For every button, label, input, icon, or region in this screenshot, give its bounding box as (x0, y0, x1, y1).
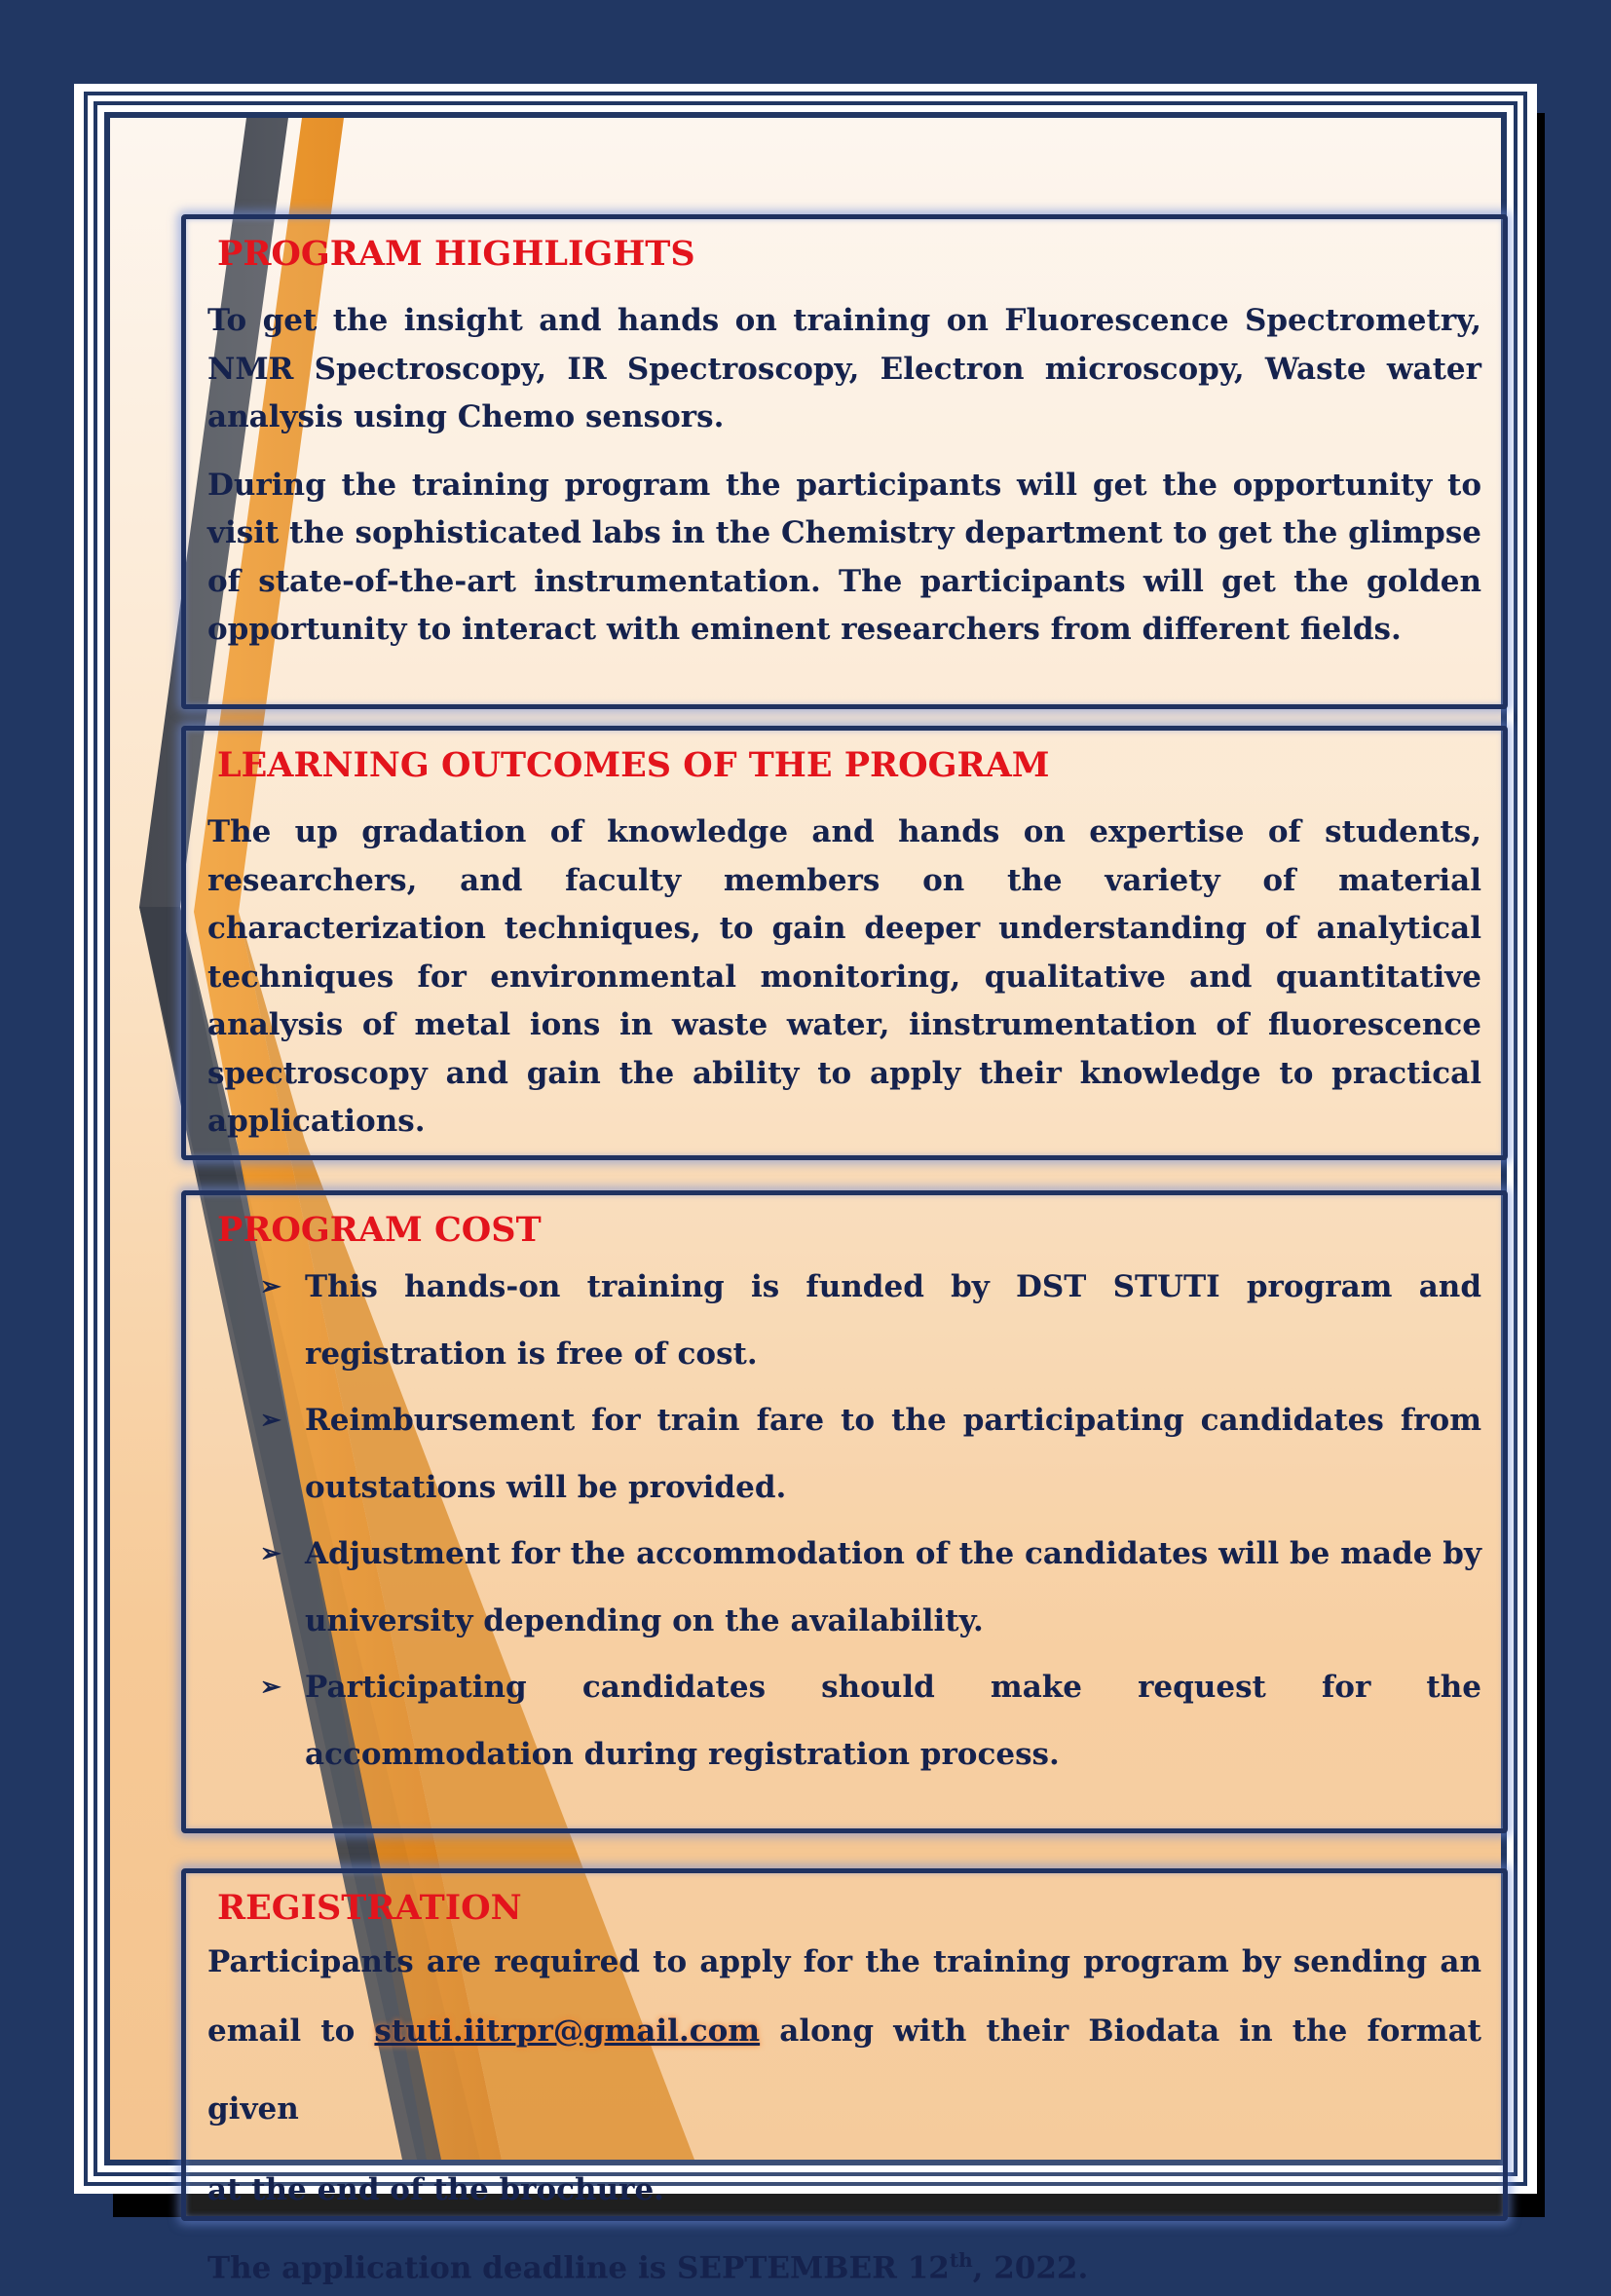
registration-line-1: Participants are required to apply for the training program by sending an (207, 1944, 1481, 1979)
deadline-text: The application deadline is SEPTEMBER 12th, 2022. (207, 2248, 1089, 2286)
outcomes-section (181, 726, 1508, 1160)
registration-title: REGISTRATION (217, 1888, 522, 1928)
registration-section (181, 1868, 1508, 2286)
cost-title: PROGRAM COST (217, 1210, 542, 1250)
brochure-page (74, 84, 1537, 2286)
registration-line-2: email to stuti.iitrpr@gmail.com along with their Biodata in the format given (207, 2014, 1482, 2127)
highlights-paragraph-2: During the training program the participants will get the opportunity to visit the sophisticated labs in the Chemistry department to get the glimpse of state-of-the-art instrumentation. The participants will get the golden opportunity to interact with eminent researchers from different fields. (207, 467, 1481, 647)
list-item: ➢ This hands-on training is funded by DST STUTI program and registration is free of cost. (207, 1254, 1481, 1387)
list-item: ➢ Participating candidates should make request for the accommodation during registration process. (207, 1654, 1481, 1788)
email-link[interactable]: stuti.iitrpr@gmail.com (374, 2014, 761, 2049)
highlights-section (181, 214, 1508, 709)
arrow-bullet-icon: ➢ (260, 1673, 281, 1702)
registration-line-3: at the end of the brochure. (207, 2172, 664, 2207)
arrow-bullet-icon: ➢ (260, 1272, 281, 1301)
cost-section (181, 1190, 1508, 1833)
highlights-paragraph-1: To get the insight and hands on training on Fluorescence Spectrometry, NMR Spectroscopy, IR Spectroscopy, Electron microscopy, Waste water analysis using Chemo sensors. (207, 303, 1481, 434)
arrow-bullet-icon: ➢ (260, 1539, 281, 1568)
outcomes-title: LEARNING OUTCOMES OF THE PROGRAM (217, 745, 1050, 785)
arrow-bullet-icon: ➢ (260, 1406, 281, 1435)
highlights-title: PROGRAM HIGHLIGHTS (217, 234, 695, 274)
list-item: ➢ Reimbursement for train fare to the participating candidates from outstations will be provided. (207, 1387, 1481, 1521)
list-item: ➢ Adjustment for the accommodation of the candidates will be made by university depending on the availability. (207, 1521, 1481, 1654)
outcomes-paragraph: The up gradation of knowledge and hands on expertise of students, researchers, and faculty members on the variety of material characterization techniques, to gain deeper understanding of analytical techniques for environmental monitoring, qualitative and quantitative analysis of metal ions in waste water, iinstrumentation of fluorescence spectroscopy and gain the ability to apply their knowledge to practical applications. (207, 814, 1481, 1139)
cost-list (207, 1254, 1481, 1788)
